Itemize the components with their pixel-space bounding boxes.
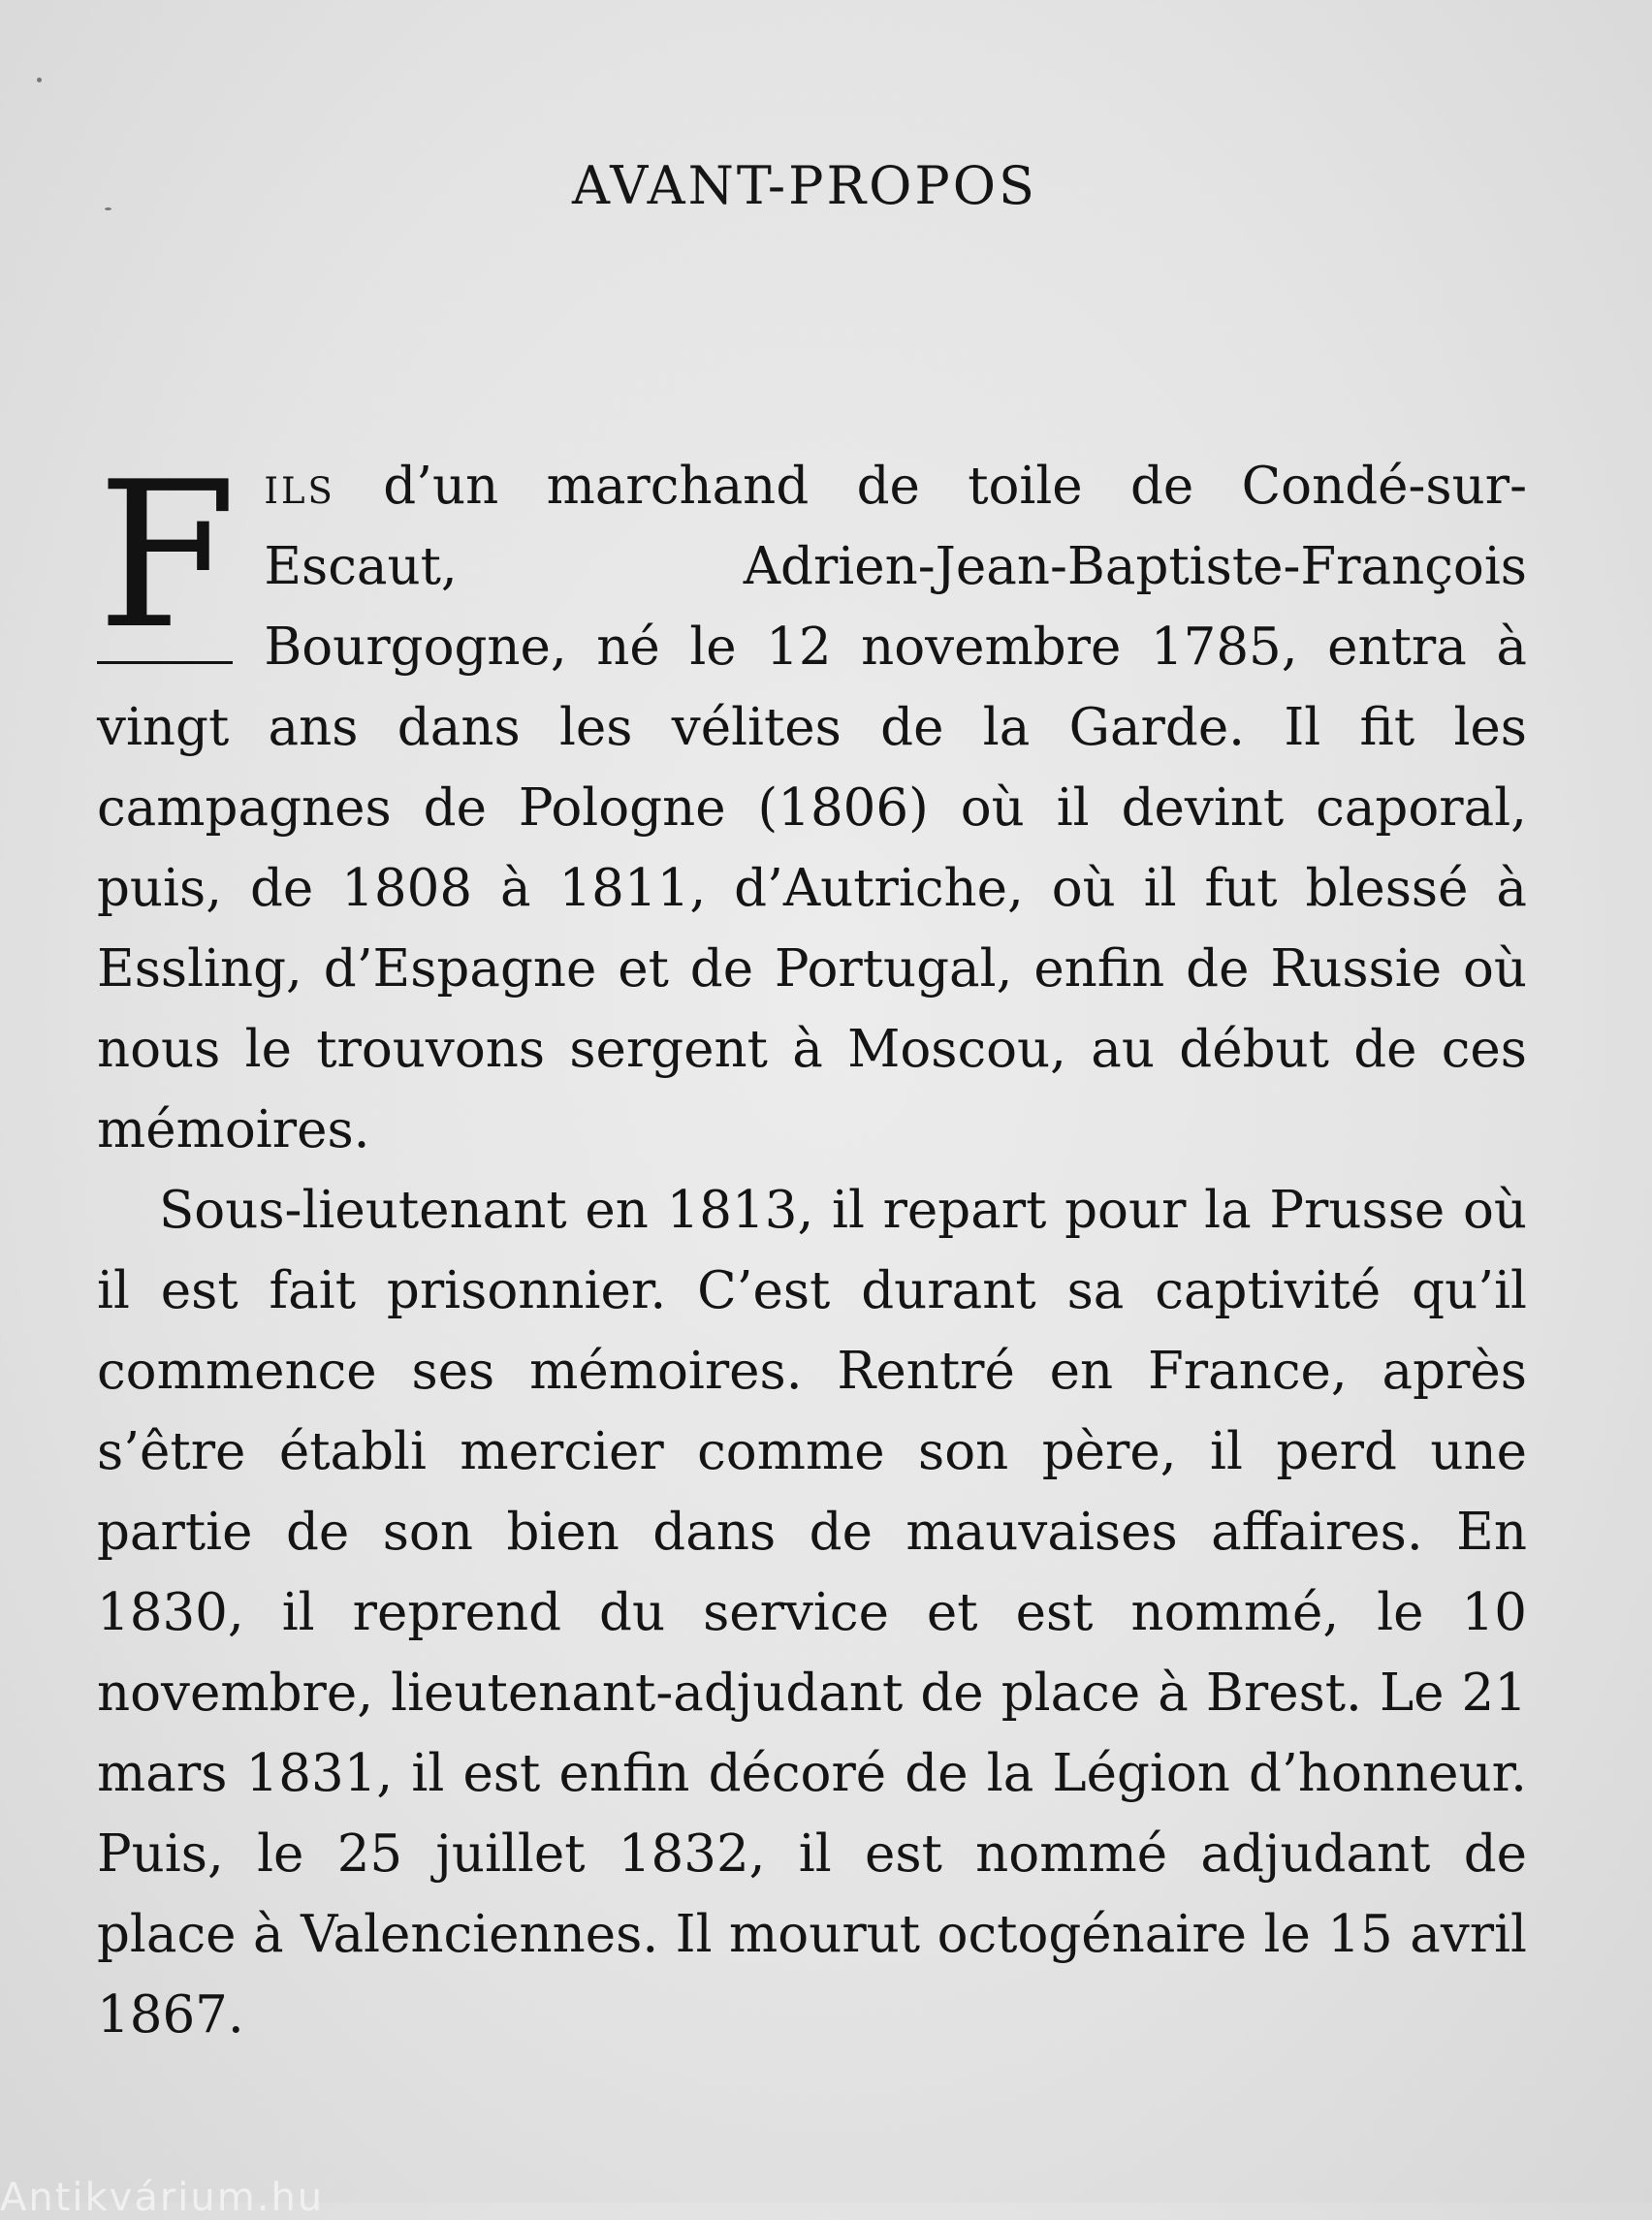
small-caps-lead: ils bbox=[264, 457, 335, 516]
watermark: Antikvárium.hu bbox=[0, 2175, 325, 2220]
paragraph-2: Sous-lieutenant en 1813, il repart pour la Prusse où il est fait prisonnier. C’est durant sa captivité qu’il commence ses mémoires. Rentré en France, après s’être établi mercier comme son père, il perd une partie de son bien dans de mauvaises affaires. En 1830, il reprend du service et est nommé, le 10 novembre, lieutenant-adjudant de place à Brest. Le 21 mars 1831, il est enfin décoré de la Légion d’honneur. Puis, le 25 juillet 1832, il est nommé adjudant de place à Valenciennes. Il mourut octogénaire le 15 avril 1867. bbox=[97, 1181, 1527, 2045]
paper-speck bbox=[37, 78, 42, 82]
page-title: AVANT-PROPOS bbox=[571, 155, 1038, 216]
drop-cap: F bbox=[97, 439, 234, 674]
paragraph-1 bbox=[97, 439, 1527, 1170]
body-text bbox=[97, 439, 1527, 2055]
paragraph-1-text: d’un marchand de toile de Condé-sur-Escaut, Adrien-Jean-Baptiste-François Bourgogne, né le 12 novembre 1785, entra à vingt ans dans les vélites de la Garde. Il fit les campagnes de Pologne (1806) où il devint caporal, puis, de 1808 à 1811, d’Autriche, où il fut blessé à Essling, d’Espagne et de Portugal, enfin de Russie où nous le trouvons sergent à Moscou, au début de ces mémoires. bbox=[97, 457, 1527, 1159]
